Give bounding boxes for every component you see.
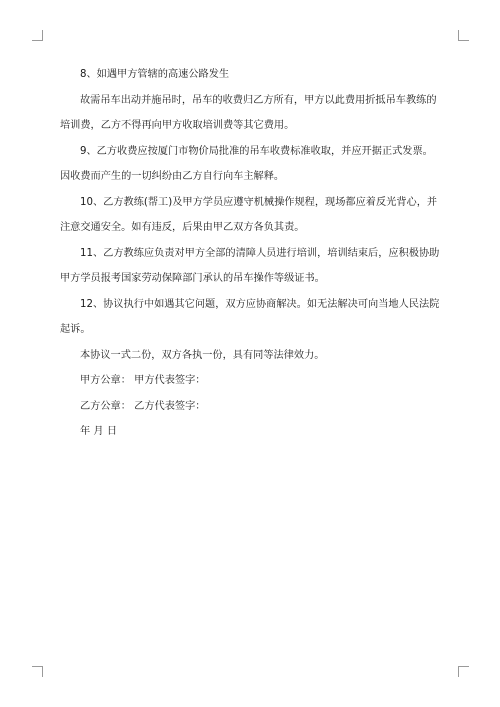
copies-statement: 本协议一式二份，双方各执一份，具有同等法律效力。 [80, 349, 325, 361]
crop-mark-bottom-left [32, 666, 43, 677]
party-a-signature-line: 甲方公章： 甲方代表签字： [80, 375, 206, 386]
crop-mark-top-right [458, 30, 469, 41]
date-line: 年 月 日 [80, 426, 118, 437]
clause-9: 9、乙方收费应按厦门市物价局批准的吊车收费标准收取，并应开据正式发票。因收费而产生的一切纠纷由乙方自行向车主解释。 [60, 145, 433, 182]
clause-12: 12、协议执行中如遇其它问题，双方应协商解决。如无法解决可向当地人民法院起诉。 [60, 298, 440, 335]
clause-8-heading: 8、如遇甲方管辖的高速公路发生 [80, 69, 230, 80]
clause-8-body: 故需吊车出动并施吊时，吊车的收费归乙方所有，甲方以此费用折抵吊车教练的培训费，乙方不得再向甲方收取培训费等其它费用。 [60, 94, 437, 131]
crop-mark-top-left [32, 30, 43, 41]
crop-mark-bottom-right [458, 666, 469, 677]
document-body [60, 62, 442, 445]
clause-11: 11、乙方教练应负责对甲方全部的清障人员进行培训，培训结束后，应积极协助甲方学员报考国家劳动保障部门承认的吊车操作等级证书。 [60, 247, 440, 284]
clause-10: 10、乙方教练(帮工)及甲方学员应遵守机械操作规程，现场都应着反光背心，并注意交通安全。如有违反，后果由甲乙双方各负其责。 [60, 196, 438, 233]
party-b-signature-line: 乙方公章： 乙方代表签字： [80, 400, 206, 412]
